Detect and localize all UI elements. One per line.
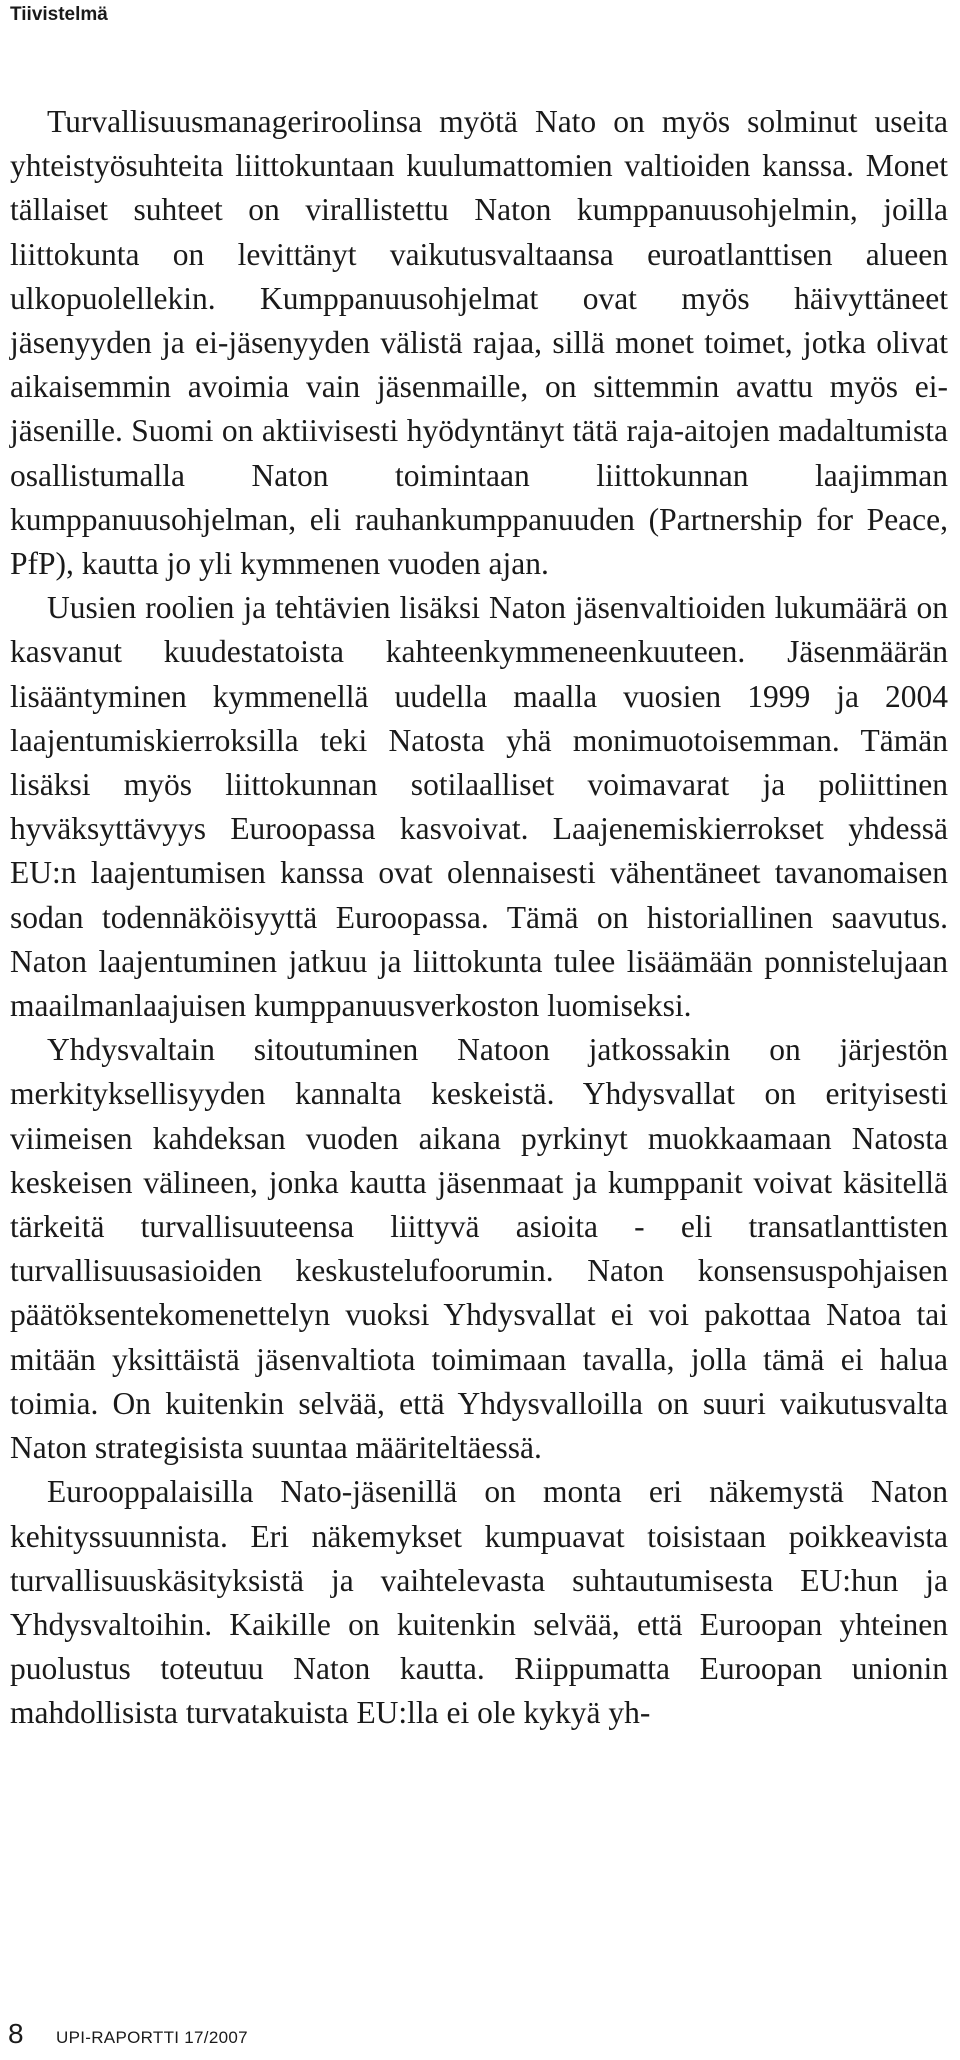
paragraph-2: Uusien roolien ja tehtävien lisäksi Naton jäsenvaltioiden lukumäärä on kasvanut kuudestatoista kahteenkymmeneenkuuteen. Jäsenmäärän lisääntyminen kymmenellä uudella maalla vuosien 1999 ja 2004 laajentumiskierroksilla teki Natosta yhä monimuotoisemman. Tämän lisäksi myös liittokunnan sotilaalliset voimavarat ja poliittinen hyväksyttävyys Euroopassa kasvoivat. Laajenemiskierrokset yhdessä EU:n laajentumisen kanssa ovat olennaisesti vähentäneet tavanomaisen sodan todennäköisyyttä Euroopassa. Tämä on historiallinen saavutus. Naton laajentuminen jatkuu ja liittokunta tulee lisäämään ponnistelujaan maailmanlaajuisen kumppanuusverkoston luomiseksi. <box>10 590 948 1024</box>
publication-label: UPI-RAPORTTI 17/2007 <box>56 2028 248 2047</box>
paragraph-1: Turvallisuusmanageriroolinsa myötä Nato on myös solminut useita yhteistyösuhteita liittokuntaan kuulumattomien valtioiden kanssa. Monet tällaiset suhteet on virallistettu Naton kumppanuusohjelmin, joilla liittokunta on levittänyt vaikutusvaltaansa euroatlanttisen alueen ulkopuolellekin. Kumppanuusohjelmat ovat myös häivyttäneet jäsenyyden ja ei-jäsenyyden välistä rajaa, sillä monet toimet, jotka olivat aikaisemmin avoimia vain jäsenmaille, on sittemmin avattu myös ei-jäsenille. Suomi on aktiivisesti hyödyntänyt tätä raja-aitojen madaltumista osallistumalla Naton toimintaan liittokunnan laajimman kumppanuusohjelman, eli rauhankumppanuuden (Partnership for Peace, PfP), kautta jo yli kymmenen vuoden ajan. <box>10 104 948 582</box>
paragraph-3: Yhdysvaltain sitoutuminen Natoon jatkossakin on järjestön merkityksellisyyden kannalta keskeistä. Yhdysvallat on erityisesti viimeisen kahdeksan vuoden aikana pyrkinyt muokkaamaan Natosta keskeisen välineen, jonka kautta jäsenmaat ja kumppanit voivat käsitellä tärkeitä turvallisuuteensa liittyvä asioita - eli transatlanttisten turvallisuusasioiden keskustelufoorumin. Naton konsensuspohjaisen päätöksentekomenettelyn vuoksi Yhdysvallat ei voi pakottaa Natoa tai mitään yksittäistä jäsenvaltiota toimimaan tavalla, jolla tämä ei halua toimia. On kuitenkin selvää, että Yhdysvalloilla on suuri vaikutusvalta Naton strategisista suuntaa määriteltäessä. <box>10 1032 948 1466</box>
page-footer <box>8 2018 248 2050</box>
section-heading: Tiivistelmä <box>10 4 108 25</box>
page-number: 8 <box>8 2018 24 2049</box>
paragraph-4: Eurooppalaisilla Nato-jäsenillä on monta eri näkemystä Naton kehityssuunnista. Eri näkemykset kumpuavat toisistaan poikkeavista turvallisuuskäsityksistä ja vaihtelevasta suhtautumisesta EU:hun ja Yhdysvaltoihin. Kaikille on kuitenkin selvää, että Euroopan yhteinen puolustus toteutuu Naton kautta. Riippumatta Euroopan unionin mahdollisista turvatakuista EU:lla ei ole kykyä yh- <box>10 1474 948 1731</box>
document-body <box>10 100 948 1736</box>
